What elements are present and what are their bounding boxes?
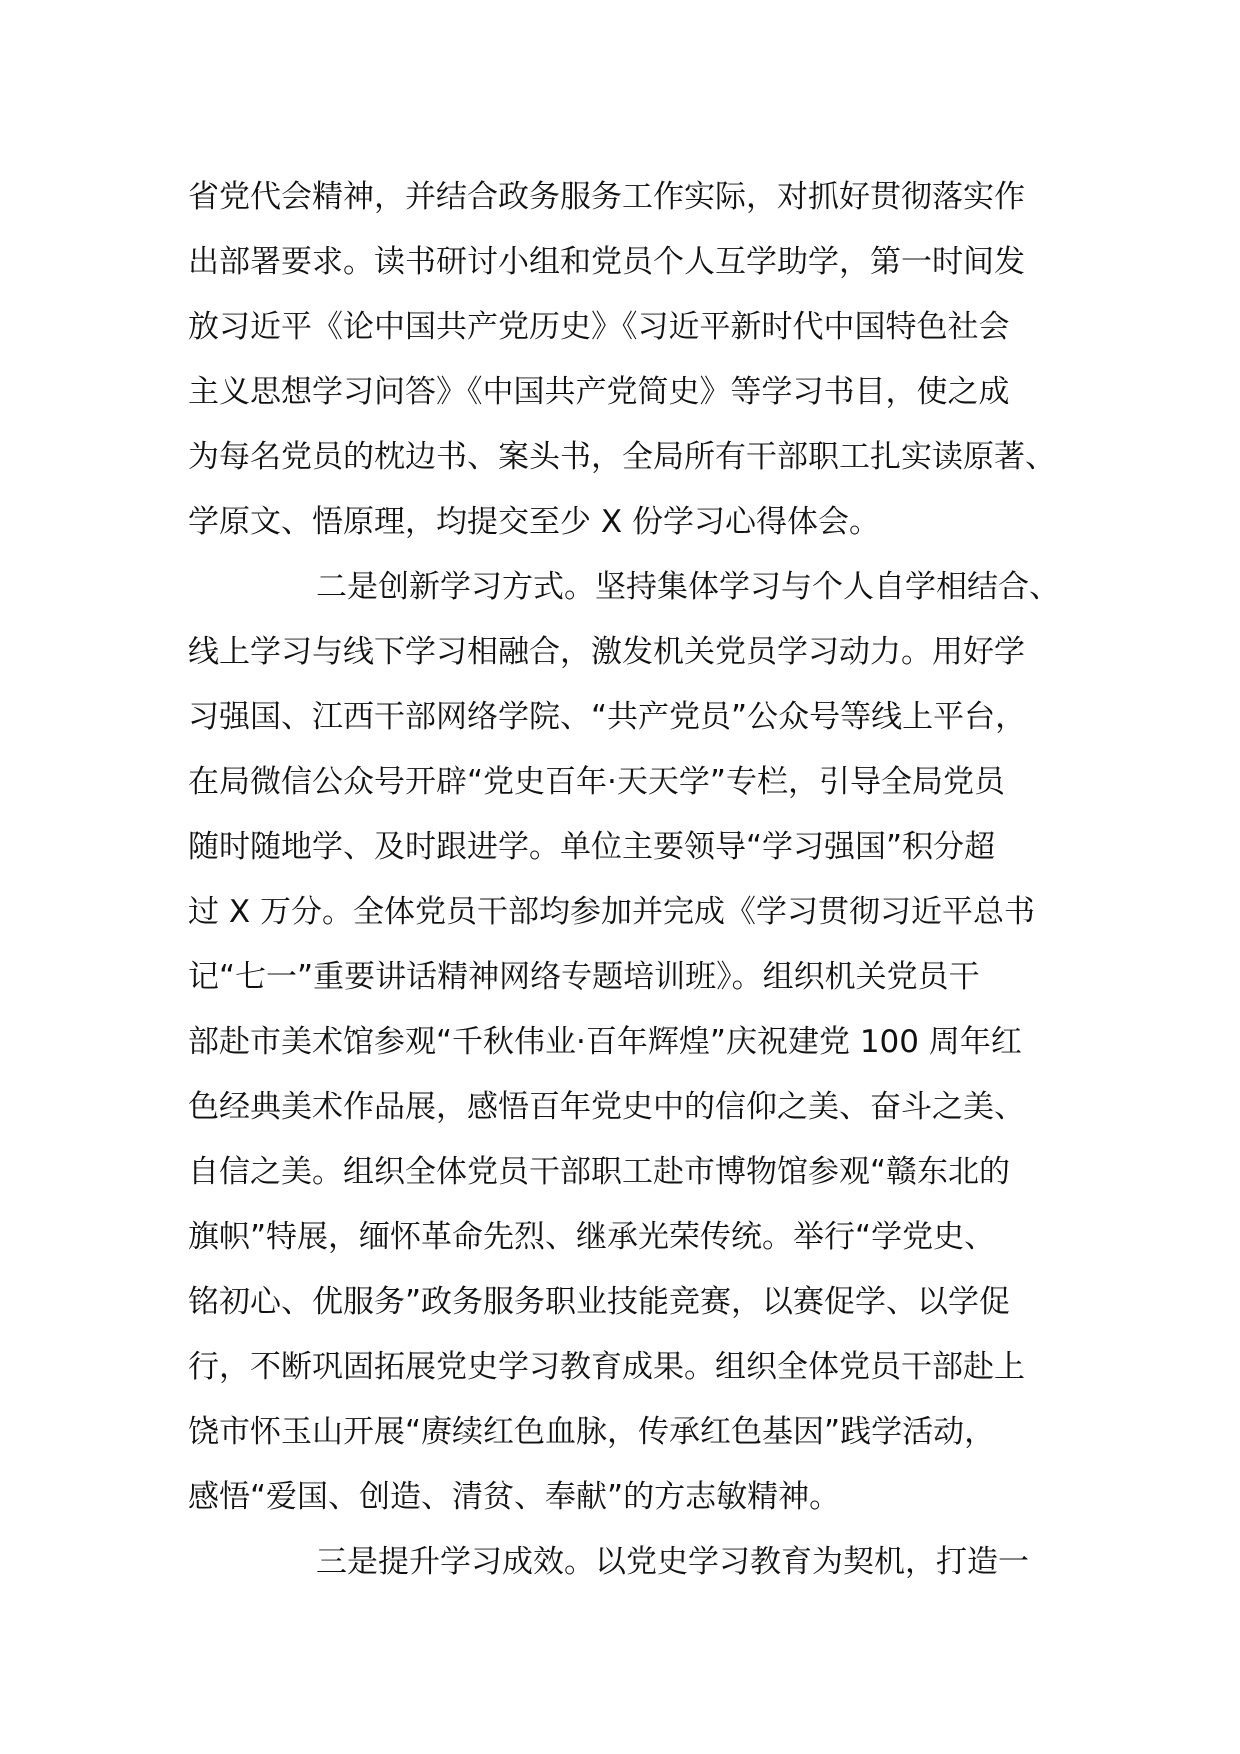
text-line: 记“七一”重要讲话精神网络专题培训班》。组织机关党员干 xyxy=(188,959,980,995)
text-line: 饶市怀玉山开展“赓续红色血脉，传承红色基因”践学活动， xyxy=(188,1414,996,1450)
text-line: 旗帜”特展，缅怀革命先烈、继承光荣传统。举行“学党史、 xyxy=(188,1219,996,1255)
text-line: 为每名党员的枕边书、案头书，全局所有干部职工扎实读原著、 xyxy=(188,439,1056,475)
text-line: 色经典美术作品展，感悟百年党史中的信仰之美、奋斗之美、 xyxy=(188,1089,1025,1125)
text-line: 行，不断巩固拓展党史学习教育成果。组织全体党员干部赴上 xyxy=(188,1349,1025,1385)
text-line: 自信之美。组织全体党员干部职工赴市博物馆参观“赣东北的 xyxy=(188,1154,1011,1190)
text-line: 学原文、悟原理，均提交至少 X 份学习心得体会。 xyxy=(188,504,880,540)
text-line: 习强国、江西干部网络学院、“共产党员”公众号等线上平台， xyxy=(188,699,1027,735)
text-line: 感悟“爱国、创造、清贫、奉献”的方志敏精神。 xyxy=(188,1479,841,1515)
paragraph-heading-line: 三是提升学习成效。以党史学习教育为契机，打造一 xyxy=(316,1544,1029,1580)
text-line: 出部署要求。读书研讨小组和党员个人互学助学，第一时间发 xyxy=(188,244,1025,280)
text-line: 铭初心、优服务”政务服务职业技能竞赛，以赛促学、以学促 xyxy=(188,1284,1011,1320)
text-line: 省党代会精神，并结合政务服务工作实际，对抓好贯彻落实作 xyxy=(188,179,1025,215)
text-line: 主义思想学习问答》《中国共产党简史》等学习书目，使之成 xyxy=(188,374,1010,410)
text-line: 线上学习与线下学习相融合，激发机关党员学习动力。用好学 xyxy=(188,634,1025,670)
text-line: 部赴市美术馆参观“千秋伟业·百年辉煌”庆祝建党 100 周年红 xyxy=(188,1024,1022,1060)
text-line: 放习近平《论中国共产党历史》《习近平新时代中国特色社会 xyxy=(188,309,1010,345)
paragraph-heading-line: 二是创新学习方式。坚持集体学习与个人自学相结合、 xyxy=(316,569,1060,605)
text-line: 随时随地学、及时跟进学。单位主要领导“学习强国”积分超 xyxy=(188,829,996,865)
body-text xyxy=(188,165,1068,1595)
text-line: 在局微信公众号开辟“党史百年·天天学”专栏，引导全局党员 xyxy=(188,764,1005,800)
text-line: 过 X 万分。全体党员干部均参加并完成《学习贯彻习近平总书 xyxy=(188,894,1035,930)
